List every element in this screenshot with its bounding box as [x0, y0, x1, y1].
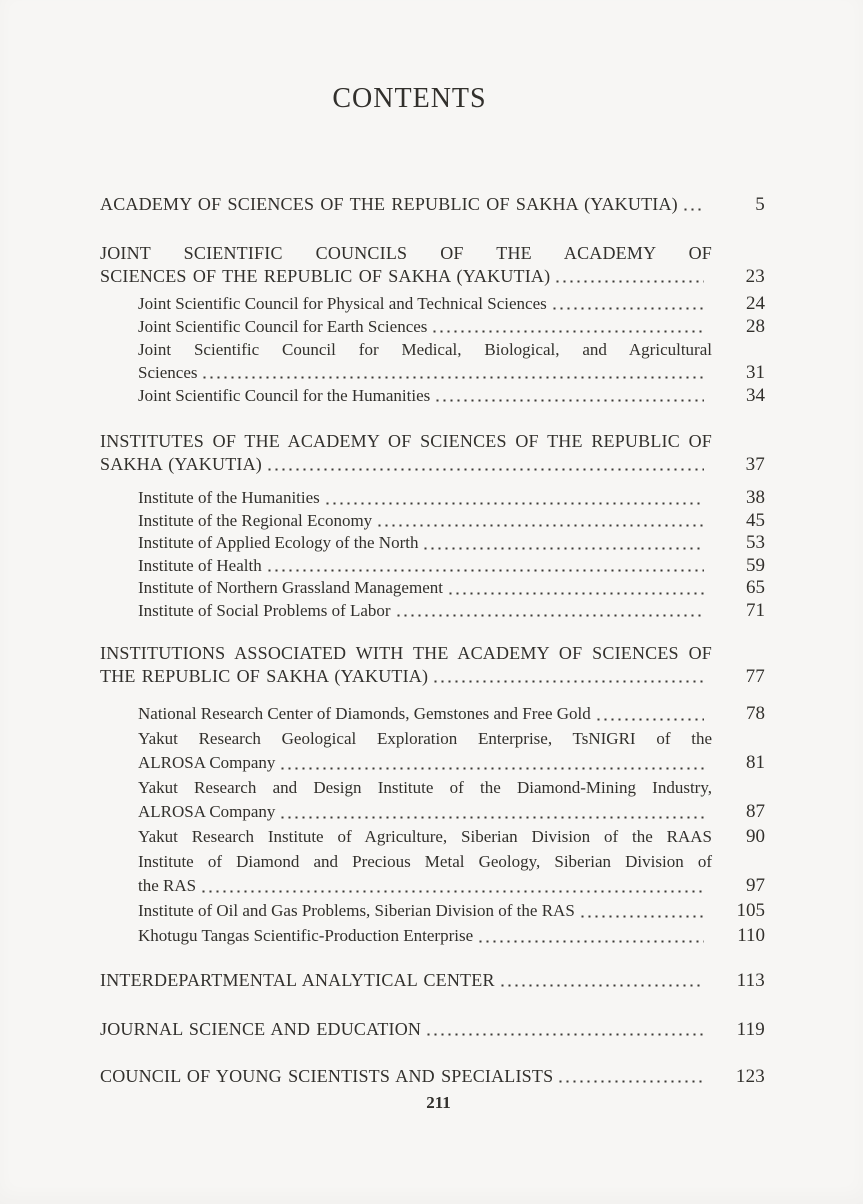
toc-entry	[100, 577, 765, 600]
toc-entry-page: 105	[736, 900, 765, 921]
toc-entry-text: Joint Scientific Council for the Humanities	[138, 386, 431, 405]
dot-leader	[596, 702, 704, 726]
toc-entry-text: ACADEMY OF SCIENCES OF THE REPUBLIC OF SAKHA (YAKUTIA)	[100, 194, 678, 214]
folio-page-number: 211	[426, 1093, 451, 1112]
toc-entry	[100, 969, 765, 992]
dot-leader	[280, 800, 704, 824]
toc-entry-text-line1: Yakut Research and Design Institute of the Diamond-Mining Industry,	[138, 778, 712, 797]
toc-entry-page: 97	[746, 875, 765, 896]
toc-entry	[100, 315, 765, 338]
toc-entry-text-line1: INSTITUTIONS ASSOCIATED WITH THE ACADEMY OF SCIENCES OF	[100, 643, 712, 663]
toc-entry-text-line1: Joint Scientific Council for Medical, Biological, and Agricultural	[138, 340, 712, 359]
toc	[100, 193, 765, 1088]
toc-entry-text-line2: ALROSA Company	[138, 802, 276, 821]
toc-entry	[100, 430, 765, 476]
toc-entry-page: 78	[746, 703, 765, 724]
toc-entry-text: Yakut Research Institute of Agriculture, Siberian Division of the RAAS	[138, 827, 712, 846]
dot-leader	[558, 1065, 704, 1088]
dot-leader	[683, 193, 704, 216]
dot-leader	[267, 555, 704, 578]
toc-entry-page: 5	[755, 194, 765, 215]
toc-entry-text-line2: THE REPUBLIC OF SAKHA (YAKUTIA)	[100, 666, 429, 686]
toc-entry-page: 77	[745, 666, 765, 687]
toc-entry	[100, 193, 765, 216]
toc-entry	[100, 924, 765, 948]
toc-entry-text: INTERDEPARTMENTAL ANALYTICAL CENTER	[100, 970, 495, 990]
dot-leader	[555, 265, 704, 288]
toc-entry	[100, 727, 765, 775]
toc-entry-page: 65	[746, 577, 765, 598]
toc-entry-text: National Research Center of Diamonds, Gemstones and Free Gold	[138, 704, 591, 723]
toc-entry-page: 113	[736, 970, 765, 991]
toc-entry-page: 110	[737, 925, 765, 946]
toc-entry-text: Joint Scientific Council for Earth Sciences	[138, 317, 428, 336]
toc-entry	[100, 338, 765, 384]
toc-entry-text-line2: ALROSA Company	[138, 753, 276, 772]
dot-leader	[433, 665, 704, 688]
toc-entry-text-line2: SAKHA (YAKUTIA)	[100, 454, 262, 474]
toc-entry-page: 37	[745, 454, 765, 475]
dot-leader	[552, 292, 704, 315]
toc-entry	[100, 1018, 765, 1041]
toc-entry-text-line2: the RAS	[138, 876, 197, 895]
toc-entry-page: 90	[746, 826, 765, 847]
toc-entry	[100, 899, 765, 923]
toc-entry-text-line1: Institute of Diamond and Precious Metal Geology, Siberian Division of	[138, 852, 712, 871]
toc-entry	[100, 292, 765, 315]
toc-entry	[100, 776, 765, 824]
toc-entry-text: Institute of Applied Ecology of the North	[138, 533, 419, 552]
dot-leader	[580, 899, 704, 923]
toc-entry-page: 24	[746, 293, 765, 314]
toc-entry-page: 23	[745, 266, 765, 287]
toc-entry-page: 34	[746, 385, 765, 406]
toc-entry	[100, 242, 765, 288]
dot-leader	[426, 1018, 704, 1041]
dot-leader	[201, 874, 704, 898]
toc-institute-group	[100, 487, 765, 622]
dot-leader	[435, 384, 704, 407]
toc-entry-page: 28	[746, 316, 765, 337]
toc-entry-page: 53	[746, 532, 765, 553]
toc-entry	[100, 600, 765, 623]
toc-entry-text: Institute of Social Problems of Labor	[138, 600, 391, 620]
toc-entry-text-line1: Yakut Research Geological Exploration Enterprise, TsNIGRI of the	[138, 729, 712, 748]
toc-entry-text: Institute of the Regional Economy	[138, 510, 373, 530]
toc-entry-text: Joint Scientific Council for Physical and Technical Sciences	[138, 294, 547, 313]
toc-entry-page: 119	[736, 1019, 765, 1040]
toc-entry-text: Institute of Health	[138, 555, 262, 575]
toc-entry	[100, 642, 765, 688]
toc-entry-page: 31	[746, 362, 765, 383]
dot-leader	[396, 600, 704, 623]
toc-entry	[100, 510, 765, 533]
dot-leader	[478, 924, 704, 948]
toc-entry-text: Institute of Northern Grassland Management	[138, 578, 443, 597]
toc-entry-page: 123	[735, 1066, 765, 1087]
page-title: CONTENTS	[332, 83, 487, 114]
dot-leader	[202, 361, 704, 384]
page-content	[100, 0, 765, 1113]
toc-entry-text: Institute of the Humanities	[138, 488, 320, 507]
dot-leader	[377, 510, 704, 533]
toc-entry-text: JOURNAL SCIENCE AND EDUCATION	[100, 1019, 422, 1039]
toc-entry-text: COUNCIL OF YOUNG SCIENTISTS AND SPECIALISTS	[100, 1066, 554, 1086]
dot-leader	[267, 453, 704, 476]
dot-leader	[280, 751, 704, 775]
toc-entry-text: Institute of Oil and Gas Problems, Siberian Division of the RAS	[138, 901, 575, 920]
toc-entry-page: 59	[746, 554, 765, 576]
dot-leader	[448, 577, 704, 600]
dot-leader	[325, 487, 704, 510]
toc-entry-text-line2: SCIENCES OF THE REPUBLIC OF SAKHA (YAKUTIA)	[100, 266, 551, 286]
toc-entry-text-line2: Sciences	[138, 363, 198, 382]
toc-entry-page: 87	[746, 801, 765, 822]
toc-entry	[100, 850, 765, 898]
toc-entry	[100, 825, 765, 849]
toc-entry-page: 81	[746, 752, 765, 773]
toc-entry-page: 71	[746, 599, 765, 621]
toc-entry-page: 45	[746, 509, 765, 531]
toc-entry	[100, 384, 765, 407]
dot-leader	[500, 969, 704, 992]
dot-leader	[423, 532, 704, 555]
toc-entry	[100, 555, 765, 578]
dot-leader	[432, 315, 704, 338]
toc-entry-page: 38	[746, 487, 765, 508]
toc-entry	[100, 702, 765, 726]
toc-entry-text-line1: INSTITUTES OF THE ACADEMY OF SCIENCES OF THE REPUBLIC OF	[100, 431, 712, 451]
toc-entry	[100, 532, 765, 555]
toc-entry	[100, 1065, 765, 1088]
toc-entry-text-line1: JOINT SCIENTIFIC COUNCILS OF THE ACADEMY OF	[100, 243, 712, 263]
toc-entry	[100, 487, 765, 510]
toc-entry-text: Khotugu Tangas Scientific-Production Enterprise	[138, 926, 474, 945]
